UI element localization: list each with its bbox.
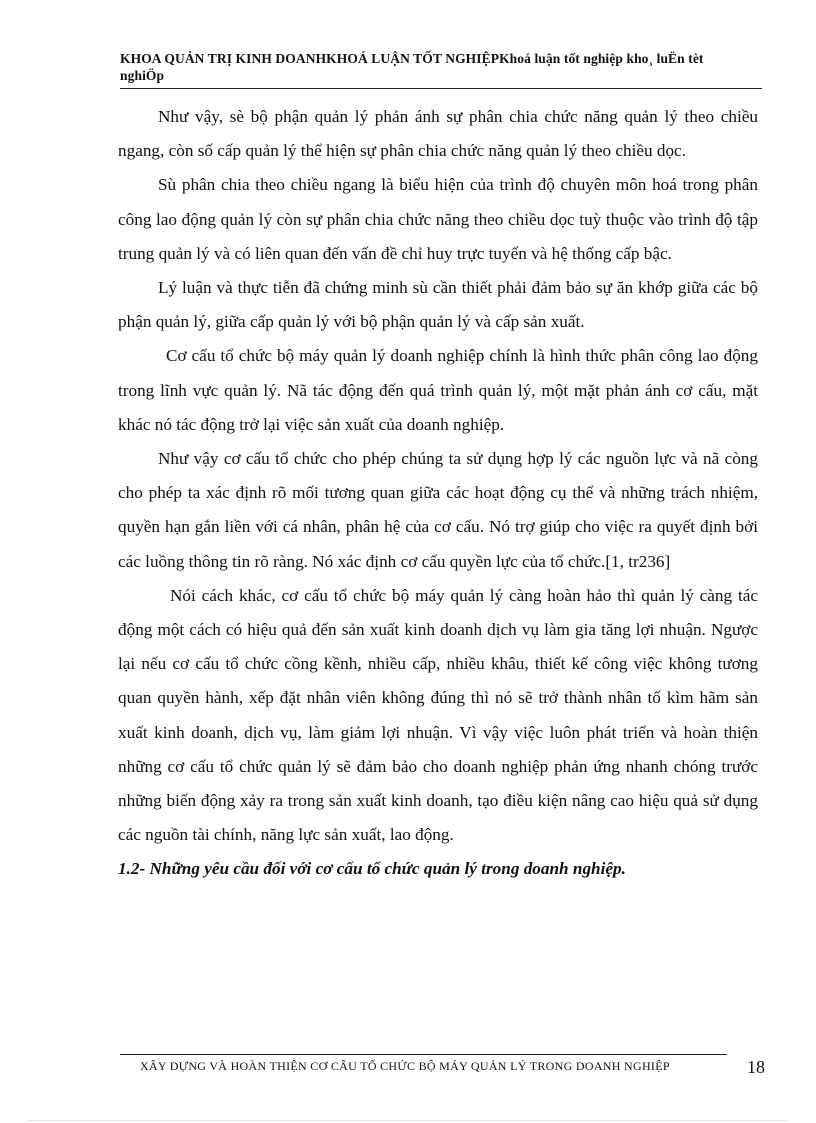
paragraph: Cơ cấu tổ chức bộ máy quản lý doanh nghiệp chính là hình thức phân công lao động trong lĩnh vực quản lý. Nã tác động đến quá trình quản lý, một mặt phản ánh cơ cấu, mặt khác nó tác động trở lại việc sản xuất của doanh nghiệp. — [118, 346, 758, 434]
header-divider — [120, 88, 762, 89]
paragraph: Như vậy, sè bộ phận quản lý phản ánh sự phân chia chức năng quản lý theo chiều ngang, còn số cấp quản lý thể hiện sự phân chia chức năng quản lý theo chiều dọc. — [118, 107, 758, 161]
page-edge-divider — [28, 1120, 788, 1121]
document-body — [118, 100, 758, 887]
header-line-1: KHOA QUẢN TRỊ KINH DOANHKHOÁ LUẬN TỐT NGHIỆPKhoá luận tốt nghiệp kho¸ luËn tèt — [120, 51, 704, 66]
page-header — [120, 50, 760, 84]
header-line-2: nghiÖp — [120, 68, 165, 83]
paragraph: Sù phân chia theo chiều ngang là biểu hiện của trình độ chuyên môn hoá trong phân công lao động quản lý còn sự phân chia chức năng theo chiều dọc tuỳ thuộc vào trình độ tập trung quản lý và có liên quan đến vấn đề chỉ huy trực tuyến và hệ thống cấp bậc. — [118, 175, 758, 263]
page-number: 18 — [747, 1057, 765, 1077]
section-heading: 1.2- Những yêu cầu đối với cơ cấu tổ chức quản lý trong doanh nghiệp. — [118, 859, 626, 879]
footer-divider — [120, 1054, 727, 1055]
paragraph: Lý luận và thực tiễn đã chứng minh sù cần thiết phải đảm bảo sự ăn khớp giữa các bộ phận quản lý, giữa cấp quản lý với bộ phận quản lý và cấp sản xuất. — [118, 278, 758, 332]
paragraph: Nói cách khác, cơ cấu tổ chức bộ máy quản lý càng hoàn hảo thì quản lý càng tác động một cách có hiệu quả đến sản xuất kinh doanh dịch vụ làm gia tăng lợi nhuận. Ngược lại nếu cơ cấu tổ chức cồng kềnh, nhiều cấp, nhiều khâu, thiết kế công việc không tương quan quyền hành, xếp đặt nhân viên không đúng thì nó sẽ trở thành nhân tố kìm hãm sản xuất kinh doanh, dịch vụ, làm giảm lợi nhuận. Vì vậy việc luôn phát triển và hoàn thiện những cơ cấu tổ chức quản lý sẽ đảm bảo cho doanh nghiệp phản ứng nhanh chóng trước những biến động xảy ra trong sản xuất kinh doanh, tạo điều kiện nâng cao hiệu quả sử dụng các nguồn tài chính, năng lực sản xuất, lao động. — [118, 585, 758, 845]
footer-title: XÂY DỰNG VÀ HOÀN THIỆN CƠ CẤU TỔ CHỨC BỘ MÁY QUẢN LÝ TRONG DOANH NGHIỆP — [140, 1059, 670, 1073]
paragraph: Như vậy cơ cấu tổ chức cho phép chúng ta sử dụng hợp lý các nguồn lực và nã còng cho phép ta xác định rõ mối tương quan giữa các hoạt động cụ thể và những trách nhiệm, quyền hạn gắn liền với cá nhân, phân hệ của cơ cấu. Nó trợ giúp cho việc ra quyết định bởi các luồng thông tin rõ ràng. Nó xác định cơ cấu quyền lực của tổ chức.[1, tr236] — [118, 449, 758, 571]
